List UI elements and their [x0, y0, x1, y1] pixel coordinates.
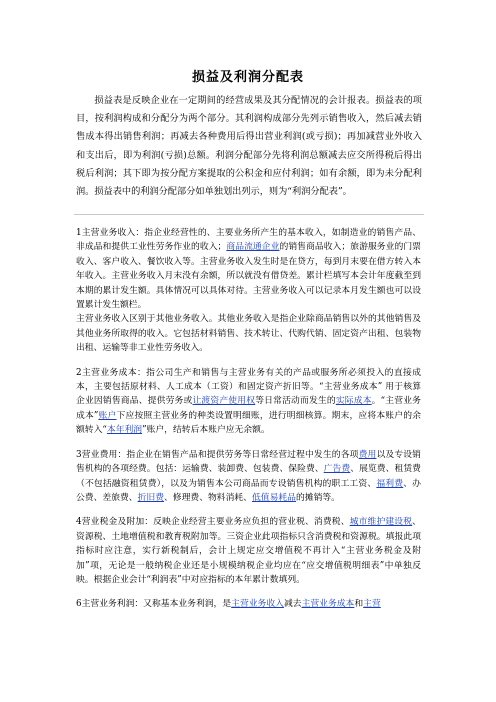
link-depreciation[interactable]: 折旧费 — [137, 492, 164, 503]
text-run: 和 — [354, 599, 364, 610]
text-run: 主营业务收入区别于其他业务收入。其他业务收入是指企业除商品销售以外的其他销售及其他业务所取得的收入。它包括材料销售、技术转让、代购代销、固定资产出租、包装物出租、运输等非工业性劳务收入。 — [76, 314, 421, 354]
link-low-value-consumables[interactable]: 低值易耗品 — [251, 492, 296, 503]
section-divider — [74, 214, 424, 215]
paragraph-main-cost — [76, 366, 421, 438]
text-run: 以及专设销售机构的各项经费。包括：运输费、装卸费、包装费、保险费、 — [76, 449, 421, 475]
paragraph-business-taxes — [76, 515, 421, 587]
text-run: 3营业费用：指企业在销售产品和提供劳务等日常经营过程中发生的各项 — [76, 449, 359, 460]
link-actual-cost[interactable]: 实际成本 — [335, 396, 372, 407]
page-title: 损益及利润分配表 — [191, 70, 304, 85]
text-run: 4营业税金及附加：反映企业经营主要业务应负担的营业税、消费税、 — [76, 517, 350, 528]
intro-paragraph: 损益表是反映企业在一定期间的经营成果及其分配情况的会计报表。损益表的项目，按利润构成和分配分为两个部分。其利润构成部分先列示销售收入，然后减去销售成本得出销售利润；再减去各种费用后得出营业利润(或亏损)；再加减营业外收入和支出后，即为利润(亏损)总额。利润分配部分先将利润总额减去应交所得税后得出税后利润；其下即为按分配方案提取的公积金和应付利润；如有余额，即为未分配利润。损益表中的利润分配部分如单独划出列示，则为“利润分配表”。 — [76, 95, 422, 198]
text-run: 的摊销等。 — [295, 492, 340, 503]
link-main-business-revenue[interactable]: 主营业务收入 — [231, 599, 284, 610]
link-advertising-expense[interactable]: 广告费 — [323, 464, 351, 475]
text-run: 、办公费、差旅费、 — [76, 478, 421, 503]
link-welfare-expense[interactable]: 福利费 — [376, 478, 404, 489]
text-run: 1主营业务收入：指企业经营性的、主要业务所产生的基本收入，如制造业的销售产品、非成品和提供工业性劳务作业的收入； — [76, 228, 421, 253]
link-commodity-circulation-enterprise[interactable]: 商品流通企业 — [226, 242, 280, 253]
text-run: ”账户，结转后本账户应无余额。 — [142, 425, 270, 436]
text-run: 6主营业务利润：又称基本业务利润，是 — [76, 599, 232, 610]
link-main-business[interactable]: 主营 — [363, 599, 381, 610]
paragraph-main-revenue — [76, 226, 421, 312]
document-body — [76, 226, 421, 622]
text-run: 2主营业务成本：指公司生产和销售与主营业务有关的产品或服务所必须投入的直接成本，主要包括原材料、人工成本（工资）和固定资产折旧等。“主营业务成本” 用于核算企业因销售商品、提供劳务或 — [76, 367, 421, 407]
link-urban-construction-tax[interactable]: 城市维护建设税 — [349, 517, 413, 528]
link-main-business-cost[interactable]: 主营业务成本 — [301, 599, 355, 610]
paragraph-operating-expenses — [76, 448, 421, 506]
text-run: 。“主营业务成本” — [76, 396, 421, 421]
text-run: 等日常活动而发生的 — [255, 396, 336, 407]
text-run: 、资源税、土地增值税和教育税附加等。三资企业此项指标只含消费税和资源税。填报此项指标时应注意，实行新税制后，会计上规定应交增值税不再计入“主营业务税金及附加”项，无论是一般纳税企业还是小规模纳税企业均应在“应交增值税明细表”中单独反映。根据企业会计“利润表”中对应指标的本年累计数填列。 — [76, 517, 421, 585]
text-run: 、展览费、租赁费（不包括融资租赁费），以及为销售本公司商品而专设销售机构的职工工资、 — [76, 464, 421, 489]
paragraph-other-revenue — [76, 312, 421, 355]
link-asset-use-right[interactable]: 让渡资产使用权 — [192, 396, 256, 407]
text-run: 、修理费、物料消耗、 — [164, 492, 252, 503]
text-run: 下应按照主营业务的种类设置明细账，进行明细核算。期末，应将本账户的余额转入“ — [76, 410, 421, 436]
paragraph-main-profit — [76, 597, 421, 611]
link-expense[interactable]: 费用 — [358, 449, 377, 460]
text-run: 减去 — [283, 599, 302, 610]
link-annual-profit[interactable]: 本年利润 — [106, 425, 143, 436]
link-account[interactable]: 账户 — [98, 410, 117, 421]
text-run: 的销售商品收入；旅游服务业的门票收入、客户收入、餐饮收入等。主营业务收入发生时是在贷方，每到月末要在借方转入本年收入。主营业务收入月末没有余额，所以就没有借贷差。累计栏填写本会计年度截至到本期的累计发生额。具体情况可以具体对待。主营业务收入可以记录本月发生额也可以设置累计发生额栏。 — [76, 242, 421, 311]
